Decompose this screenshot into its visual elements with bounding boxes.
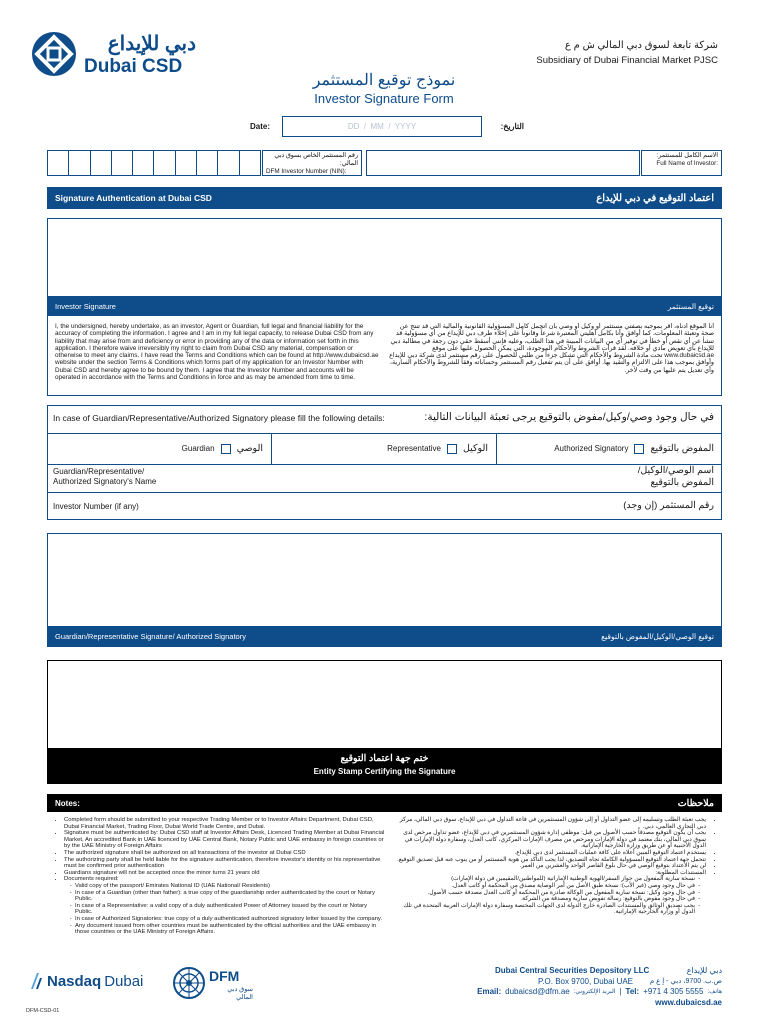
page-title-arabic: نموذج توقيع المستثمر [312,72,456,89]
nin-digit-boxes[interactable] [47,150,261,176]
logo-english: Dubai CSD [84,56,183,77]
option-authorized-signatory: Authorized Signatory المفوض بالتوقيع [554,443,714,454]
guardian-name-input[interactable] [190,466,570,490]
full-name-input[interactable] [366,150,640,176]
subsidiary-english: Subsidiary of Dubai Financial Market PJSC [536,55,718,66]
date-input[interactable] [282,116,482,137]
representative-checkbox[interactable] [447,444,457,454]
nin-label: رقم المستثمر الخاص بسوق دبي المالي: DFM Investor Number (NIN): [262,150,362,176]
subsidiary-arabic: شركة تابعة لسوق دبي المالي ش م ع [564,40,718,51]
undertaking-english: I, the undersigned, hereby undertake, as an investor, Agent or Guardian, full legal and financial liability for the accuracy of completing the information. I agree and I am in my full legal capacity, to release Dubai CSD from any liability that may arise from and deficiency or error in providing any of the data or information set forth in this application. I therefore waive irreversibly my right to claim from Dubai CSD any material, compensation or otherwise to meet any claims. I have read the Terms and Conditions which can be found at http://www.dubaicsd.ae website under the section Terms & Conditions which forms part of my application for an Investor Number with Dubai CSD and hereby agree to be bound by them. I agree that the Investor Number and accounts will be operated in accordance with the Terms and Conditions in force and as may be amended from time to time. [55,323,379,382]
guardian-signature-label-bar: Guardian/Representative Signature/ Authorized Signatory توقيع الوصي/الوكيل/المفوض بالتوقيع [47,626,722,647]
date-label: Date: [250,122,271,131]
full-name-label: الاسم الكامل للمستثمر: Full Name of Investor: [641,150,722,176]
nasdaq-icon [30,972,44,990]
website-link[interactable]: www.dubaicsd.ae [655,997,722,1007]
investor-number-label: Investor Number (if any) [53,502,139,511]
email-link[interactable]: dubaicsd@dfm.ae [505,987,570,996]
dfm-logo: DFM سوق دبي المالي [172,964,252,1002]
entity-stamp-label-bar: ختم جهة اعتماد التوقيع Entity Stamp Certifying the Signature [47,748,722,784]
investor-number-input[interactable] [190,494,570,518]
logo-arabic: دبي للإيداع [107,33,196,55]
investor-number-label-arabic: رقم المستثمر (إن وجد) [623,500,714,511]
guardian-intro-english: In case of Guardian/Representative/Authorized Signatory please fill the following details: [53,413,385,423]
nasdaq-dubai-logo: Nasdaq Dubai [30,972,143,990]
option-guardian: Guardian الوصي [47,433,272,464]
notes-arabic: • يجب تعبئة الطلب وتسليمه إلى عضو التداول أو إلى شؤون المستثمرين في قاعة التداول في دبي للإيداع، سوق دبي المالي، مركز دبي التجاري العالمي، دبي. • يجب أن يكون التوقيع مصدقاً حسب الأصول من قبل: موظفي إدارة شؤون المستثمرين في دبي للإيداع، عضو تداول مرخص لدى سوق دبي المالي، بنك معتمد في دولة الإمارات ومرخص من مصرف الإمارات المركزي، كاتب العدل، وسفارة دولة الإمارات في الدول الأجنبية أو عن طريق وزارة الخارجية الإماراتية. • يستخدم اعتماد التوقيع المبين أعلاه على كافة عمليات المستثمر لدى دبي للإيداع. • تتحمل جهة اعتماد التوقيع المسؤولية الكاملة تجاه التصديق، لذا يجب التأكد من هوية المستثمر أو من ينوب عنه قبل تصديق التوقيع. • لن يتم الاعتداد بتوقيع الوصي في حال بلوغ القاصر الواحد والعشرين من العمر. • المستندات المطلوبة: - نسخة سارية المفعول من جواز السفر/الهوية الوطنية الإماراتية (للمواطنين/المقيمين في دولة الإمارات) - في حال وجود وصي (غير الأب): نسخة طبق الأصل من أمر الوصاية مصدق من المحكمة أو كاتب العدل. - في حال وجود وكيل: نسخة سارية المفعول من الوكالة صادرة من المحكمة أو كاتب العدل مصدقة حسب الأصول. - في حال وجود مفوض بالتوقيع: رسالة تفويض سارية ومصدقة من الشركة. - يجب تصديق الوثائق والمستندات الصادرة خارج الدولة لدى الجهات المختصة وسفارة دولة الإمارات العربية المتحدة في تلك الدول أو وزارة الخارجية الإماراتية. [395,817,715,916]
signature-authentication-header: Signature Authentication at Dubai CSD اعتماد التوقيع في دبي للإيداع [47,187,722,209]
date-label-arabic: التاريخ: [500,122,524,131]
form-code: DFM-CSD-01 [26,1008,60,1014]
guardian-signature-area[interactable] [47,533,722,626]
guardian-checkbox[interactable] [221,444,231,454]
date-placeholder: DD / MM / YYYY [347,122,417,131]
entity-stamp-area[interactable] [47,660,722,748]
guardian-name-label-arabic: اسم الوصي/الوكيل/ المفوض بالتوقيع [637,465,714,488]
dfm-emblem-icon [172,966,206,1000]
guardian-name-label: Guardian/Representative/ Authorized Signatory's Name [53,467,157,486]
investor-signature-label-bar: Investor Signature توقيع المستثمر [47,296,722,316]
guardian-intro-arabic: في حال وجود وصي/وكيل/مفوض بالتوقيع يرجى تعبئة البيانات التالية: [424,411,714,423]
footer-contact: Dubai Central Securities Depository LLC دبي للإيداع P.O. Box 9700, Dubai UAE ص.ب. 9700، دبي - إ ع م Email: dubaicsd@dfm.ae البريد الإلكتروني: | Tel: +971 4 305 5555 هاتف: www.dubaicsd.ae [477,966,722,1007]
investor-signature-area[interactable] [47,218,722,296]
notes-english: • Completed form should be submitted to your respective Trading Member or to Investor Affairs Department, Dubai CSD, Dubai Financial Market, Trading Floor, Dubai World Trade Centre, and Dubai. • Signature must be authenticated by: Dubai CSD staff at Investor Affairs Desk, Licenced Trading Member at Dubai Financial Market, An accredited Bank in UAE licenced by UAE Central Bank, Notary Public and UAE embassy in foreign countries or by the UAE Ministry of Foreign Affairs • The authorized signature shall be authorized on all transactions of the investor at Dubai CSD • The authorizing party shall be held liable for the signature authentication, therefore investor's identity or his representative must be confirmed prior authentication • Guardians signature will not be accepted once the minor turns 21 years old • Documents required: - Valid copy of the passport/ Emirates National ID (UAE National/ Residents) - In case of a Guardian (other than father): a true copy of the guardianship order authenticated by the court or Notary Public. - In case of a Representative: a valid copy of a duly authenticated Power of Attorney issued by the court or Notary Public. - In case of Authorized Signatories: true copy of a duly authenticated authorized signatory letter issued by the company. - Any document issued from other countries must be authenticated by the official authorities and the UAE embassy in those countries or the UAE Ministry of Foreign Affairs. [55,817,385,936]
option-representative: Representative الوكيل [272,433,497,464]
page-title-english: Investor Signature Form [314,91,454,106]
undertaking-arabic: أنا الموقع أدناه، أقر بموجبه بصفتي مستثمر أو وكيل أو وصي بأن أتحمل كامل المسؤولية القانونية والمالية التي قد تنتج عن صحة وتعبئة المعلومات، كما أوافق وأنا بكامل أهليتي المعتبرة شرعاً وقانوناً على إخلاء طرف دبي للإيداع من أي مسؤولية قد تنشأ عن أي نقص أو خطأ في توفير أي من البيانات المبينة في هذا الطلب، وعليه فإنني أسقط حقي دون رجعة في مطالبة دبي للإيداع بأي تعويض مادي أو خلافه. لقد قرأت الشروط والأحكام الموجودة، التي يمكن الحصول عليها على موقع www.dubaicsd.ae تحت مادة الشروط والأحكام التي تشكل جزءاً من طلبي للحصول على رقم مستثمر لدى شركة دبي للإيداع وأوافق بموجب هذا على الالتزام والتقيد بها. أوافق على أن يتم تفعيل رقم المستثمر وحساباته وفقاً للشروط والأحكام السارية، وأي تعديل يتم عليها من وقت لآخر. [389,323,714,374]
authorized-signatory-checkbox[interactable] [634,444,644,454]
notes-header: Notes: ملاحظات [47,794,722,812]
